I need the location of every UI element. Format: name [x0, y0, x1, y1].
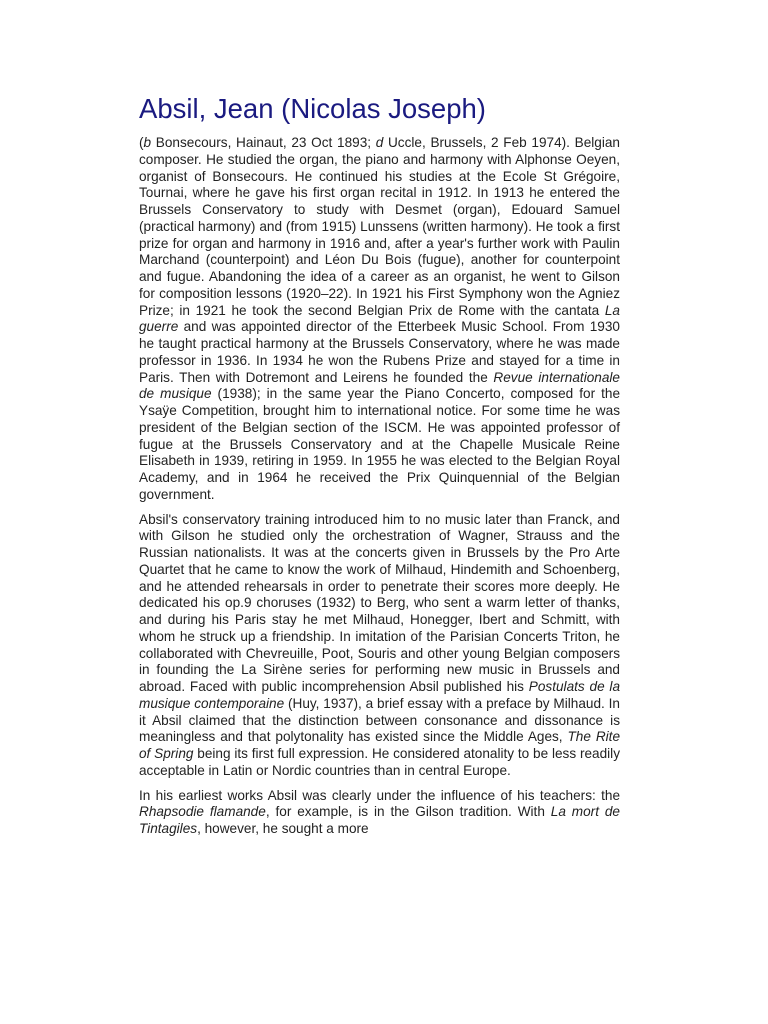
text-run: and was appointed director of the Etterbeek Music School. From 1930 he taught practical harmony at the Brussels Conservatory, where he was made professor in 1936. In 1934 he won the Rubens Prize and stayed for a time in Paris. Then with Dotremont and Leirens he founded the [139, 319, 620, 385]
italic-text-run: Rhapsodie flamande [139, 804, 266, 820]
article-paragraph-1 [139, 135, 620, 504]
text-run: In his earliest works Absil was clearly under the influence of his teachers: the [139, 787, 620, 803]
text-run: (1938); in the same year the Piano Concerto, composed for the Ysaÿe Competition, brought him to international notice. For some time he was president of the Belgian section of the ISCM. He was appointed professor of fugue at the Brussels Conservatory and at the Chapelle Musicale Reine Elisabeth in 1939, retiring in 1959. In 1955 he was elected to the Belgian Royal Academy, and in 1964 he received the Prix Quinquennial of the Belgian government. [139, 386, 621, 502]
article [139, 92, 620, 846]
italic-text-run: La mort de Tintagiles [139, 804, 620, 836]
italic-text-run: b [143, 135, 152, 150]
text-run: Absil's conservatory training introduced him to no music later than Franck, and with Gilson he studied only the orchestration of Wagner, Strauss and the Russian nationalists. It was at the concerts given in Brussels by the Pro Arte Quartet that he came to know the work of Milhaud, Hindemith and Schoenberg, and he attended rehearsals in order to penetrate their scores more deeply. He dedicated his op.9 choruses (1932) to Berg, who sent a warm letter of thanks, and during his Paris stay he met Milhaud, Honegger, Ibert and Schmitt, with whom he struck up a friendship. In imitation of the Parisian Concerts Triton, he collaborated with Chevreuille, Poot, Souris and other young Belgian composers in founding the La Sirène series for performing new music in Brussels and abroad. Faced with public incomprehension Absil published his [139, 511, 620, 694]
text-run: being its first full expression. He considered atonality to be less readily acceptable in Latin or Nordic countries than in central Europe. [139, 746, 620, 778]
text-run: ( [139, 135, 144, 150]
article-title: Absil, Jean (Nicolas Joseph) [139, 93, 486, 124]
italic-text-run: The Rite of Spring [139, 729, 621, 761]
text-run: (Huy, 1937), a brief essay with a preface by Milhaud. In it Absil claimed that the distinction between consonance and dissonance is meaningless and that polytonality has existed since the Middle Ages, [139, 695, 620, 745]
italic-text-run: Postulats de la musique contemporaine [139, 679, 621, 711]
text-run: Uccle, Brussels, 2 Feb 1974). Belgian composer. He studied the organ, the piano and harmony with Alphonse Oeyen, organist of Bonsecours. He continued his studies at the Ecole St Grégoire, Tournai, where he gave his first organ recital in 1912. In 1913 he entered the Brussels Conservatory to study with Desmet (organ), Edouard Samuel (practical harmony) and (from 1915) Lunssens (written harmony). He took a first prize for organ and harmony in 1916 and, after a year's further work with Paulin Marchand (counterpoint) and Léon Du Bois (fugue), another for counterpoint and fugue. Abandoning the idea of a career as an organist, he went to Gilson for composition lessons (1920–22). In 1921 his First Symphony won the Agniez Prize; in 1921 he took the second Belgian Prix de Rome with the cantata [139, 135, 620, 318]
text-run: Bonsecours, Hainaut, 23 Oct 1893; [151, 135, 376, 150]
text-run: , for example, is in the Gilson tradition. With [265, 804, 551, 820]
italic-text-run: La guerre [139, 302, 620, 335]
italic-text-run: Revue internationale de musique [139, 369, 620, 402]
article-paragraph-2 [139, 512, 620, 780]
italic-text-run: d [375, 135, 384, 150]
text-run: , however, he sought a more [197, 821, 369, 836]
article-paragraph-3 [139, 788, 620, 838]
